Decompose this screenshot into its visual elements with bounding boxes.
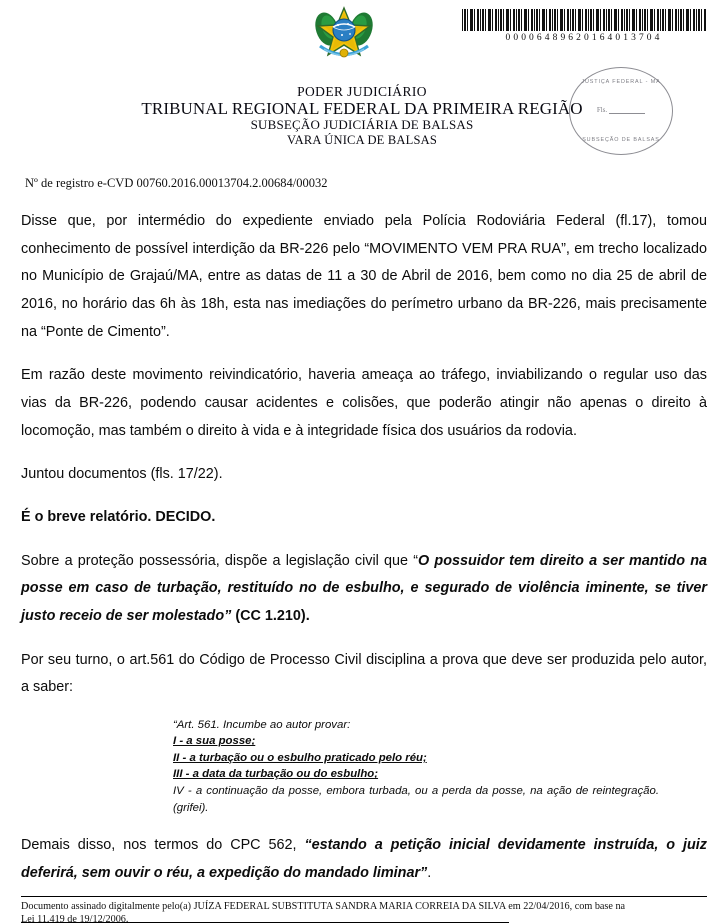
signature-line-2-wrapper [21,913,707,923]
statute-item-iii: III - a data da turbação ou do esbulho; [173,768,379,781]
registration-number: Nº de registro e-CVD 00760.2016.00013704.2.00684/00032 [25,176,328,190]
seal-bottom-text: SUBSEÇÃO DE BALSAS [582,137,660,143]
statute-quote-block [173,717,659,816]
barcode-bars [462,9,706,31]
statute-item-ii: II - a turbação ou o esbulho praticado pelo réu; [173,751,427,764]
paragraph-fatos-1: Disse que, por intermédio do expediente enviado pela Polícia Rodoviária Federal (fl.17), tomou conhecimento de possível interdição da BR-226 pelo “MOVIMENTO VEM PRA RUA”, em trecho localizado no Município de Grajaú/MA, entre as datas de 11 a 30 de Abril de 2016, bem como no dia 25 de abril de 2016, no horário das 6h às 18h, esta nas imediações do perímetro urbano da BR-226, mais precisamente na “Ponte de Cimento”. [21,213,707,340]
civil-code-citation: (CC 1.210). [231,607,310,624]
court-header-line-poder-judiciario: PODER JUDICIÁRIO [297,84,427,99]
court-header-line-vara: VARA ÚNICA DE BALSAS [287,133,437,148]
quote-lead-text: Sobre a proteção possessória, dispõe a legislação civil que “ [21,552,419,569]
civil-code-quote: O possuidor tem direito a ser mantido na posse em caso de turbação, restituído no de esbulho, e segurado de violência iminente, se tiver justo receio de ser molestado” [21,552,707,624]
signature-line-2: Lei 11.419 de 19/12/2006. [21,914,129,923]
paragraph-art561-intro: Por seu turno, o art.561 do Código de Processo Civil disciplina a prova que deve ser produzida pelo autor, a saber: [21,651,707,696]
seal-fls-label: Fls. [596,106,608,114]
paragraph-relatorio-decido: É o breve relatório. DECIDO. [21,508,216,525]
barcode [462,9,706,43]
statute-item-i: I - a sua posse; [173,735,256,748]
paragraph-protecao-possessoria [21,548,707,631]
statute-caput: “Art. 561. Incumbe ao autor provar: [173,718,351,731]
seal-fls-row [570,106,672,114]
paragraph-juntou-documentos: Juntou documentos (fls. 17/22). [21,466,223,483]
coat-of-arms-icon [313,5,375,63]
signature-line-1: Documento assinado digitalmente pelo(a) JUÍZA FEDERAL SUBSTITUTA SANDRA MARIA CORREIA DA SILVA em 22/04/2016, com base na [21,900,626,912]
paragraph-fatos-2: Em razão deste movimento reivindicatório, haveria ameaça ao tráfego, inviabilizando o regular uso das vias da BR-226, podendo causar acidentes e colisões, que poderão atingir não apenas o direito à locomoção, mas também o direito à vida e à integridade física dos usuários da rodovia. [21,367,707,439]
document-masthead [0,0,724,168]
cpc-562-period: . [427,864,432,881]
court-header-line-tribunal: TRIBUNAL REGIONAL FEDERAL DA PRIMEIRA REGIÃO [141,99,583,119]
seal-fls-blank-line [609,107,645,114]
digital-signature-footer [21,896,707,923]
statute-item-iv: IV - a continuação da posse, embora turbada, ou a perda da posse, na ação de reintegração. (grifei). [173,784,659,814]
cpc-lead-text: Demais disso, nos termos do CPC 562, [21,837,305,854]
footer-divider-top [21,896,707,897]
seal-top-text: JUSTIÇA FEDERAL - MA [581,78,661,86]
document-body [21,176,707,903]
court-header-line-subsecao: SUBSEÇÃO JUDICIÁRIA DE BALSAS [250,117,474,133]
cpc-562-quote: “estando a petição inicial devidamente instruída, o juiz deferirá, sem ouvir o réu, a expedição do mandado liminar” [21,837,707,881]
barcode-digits: 00006489620164013704 [505,33,663,43]
official-seal-stamp [569,67,673,155]
paragraph-cpc-562 [21,832,707,887]
